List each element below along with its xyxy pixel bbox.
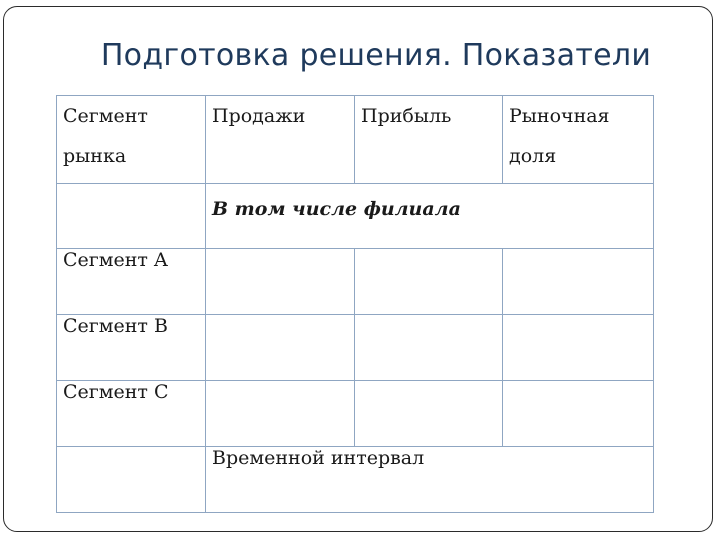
segment-label: Сегмент B — [57, 315, 206, 381]
indicators-table — [56, 95, 654, 513]
table-row — [57, 249, 654, 315]
interval-row — [57, 447, 654, 513]
header-segment: Сегмент рынка — [57, 96, 206, 184]
table-row — [57, 315, 654, 381]
profit-cell — [355, 315, 503, 381]
market-share-cell — [503, 249, 654, 315]
branch-empty-cell — [57, 184, 206, 249]
slide-title: Подготовка решения. Показатели — [100, 38, 652, 73]
segment-label: Сегмент C — [57, 381, 206, 447]
profit-cell — [355, 249, 503, 315]
sales-cell — [206, 249, 355, 315]
segment-label: Сегмент A — [57, 249, 206, 315]
header-profit: Прибыль — [355, 96, 503, 184]
sales-cell — [206, 315, 355, 381]
branch-note: В том числе филиала — [212, 198, 461, 220]
table-header-row — [57, 96, 654, 184]
header-market-share: Рыночная доля — [503, 96, 654, 184]
sales-cell — [206, 381, 355, 447]
market-share-cell — [503, 315, 654, 381]
profit-cell — [355, 381, 503, 447]
branch-note-cell — [206, 184, 654, 249]
interval-empty-cell — [57, 447, 206, 513]
branch-row — [57, 184, 654, 249]
header-sales: Продажи — [206, 96, 355, 184]
interval-note: Временной интервал — [206, 447, 654, 513]
table-row — [57, 381, 654, 447]
market-share-cell — [503, 381, 654, 447]
